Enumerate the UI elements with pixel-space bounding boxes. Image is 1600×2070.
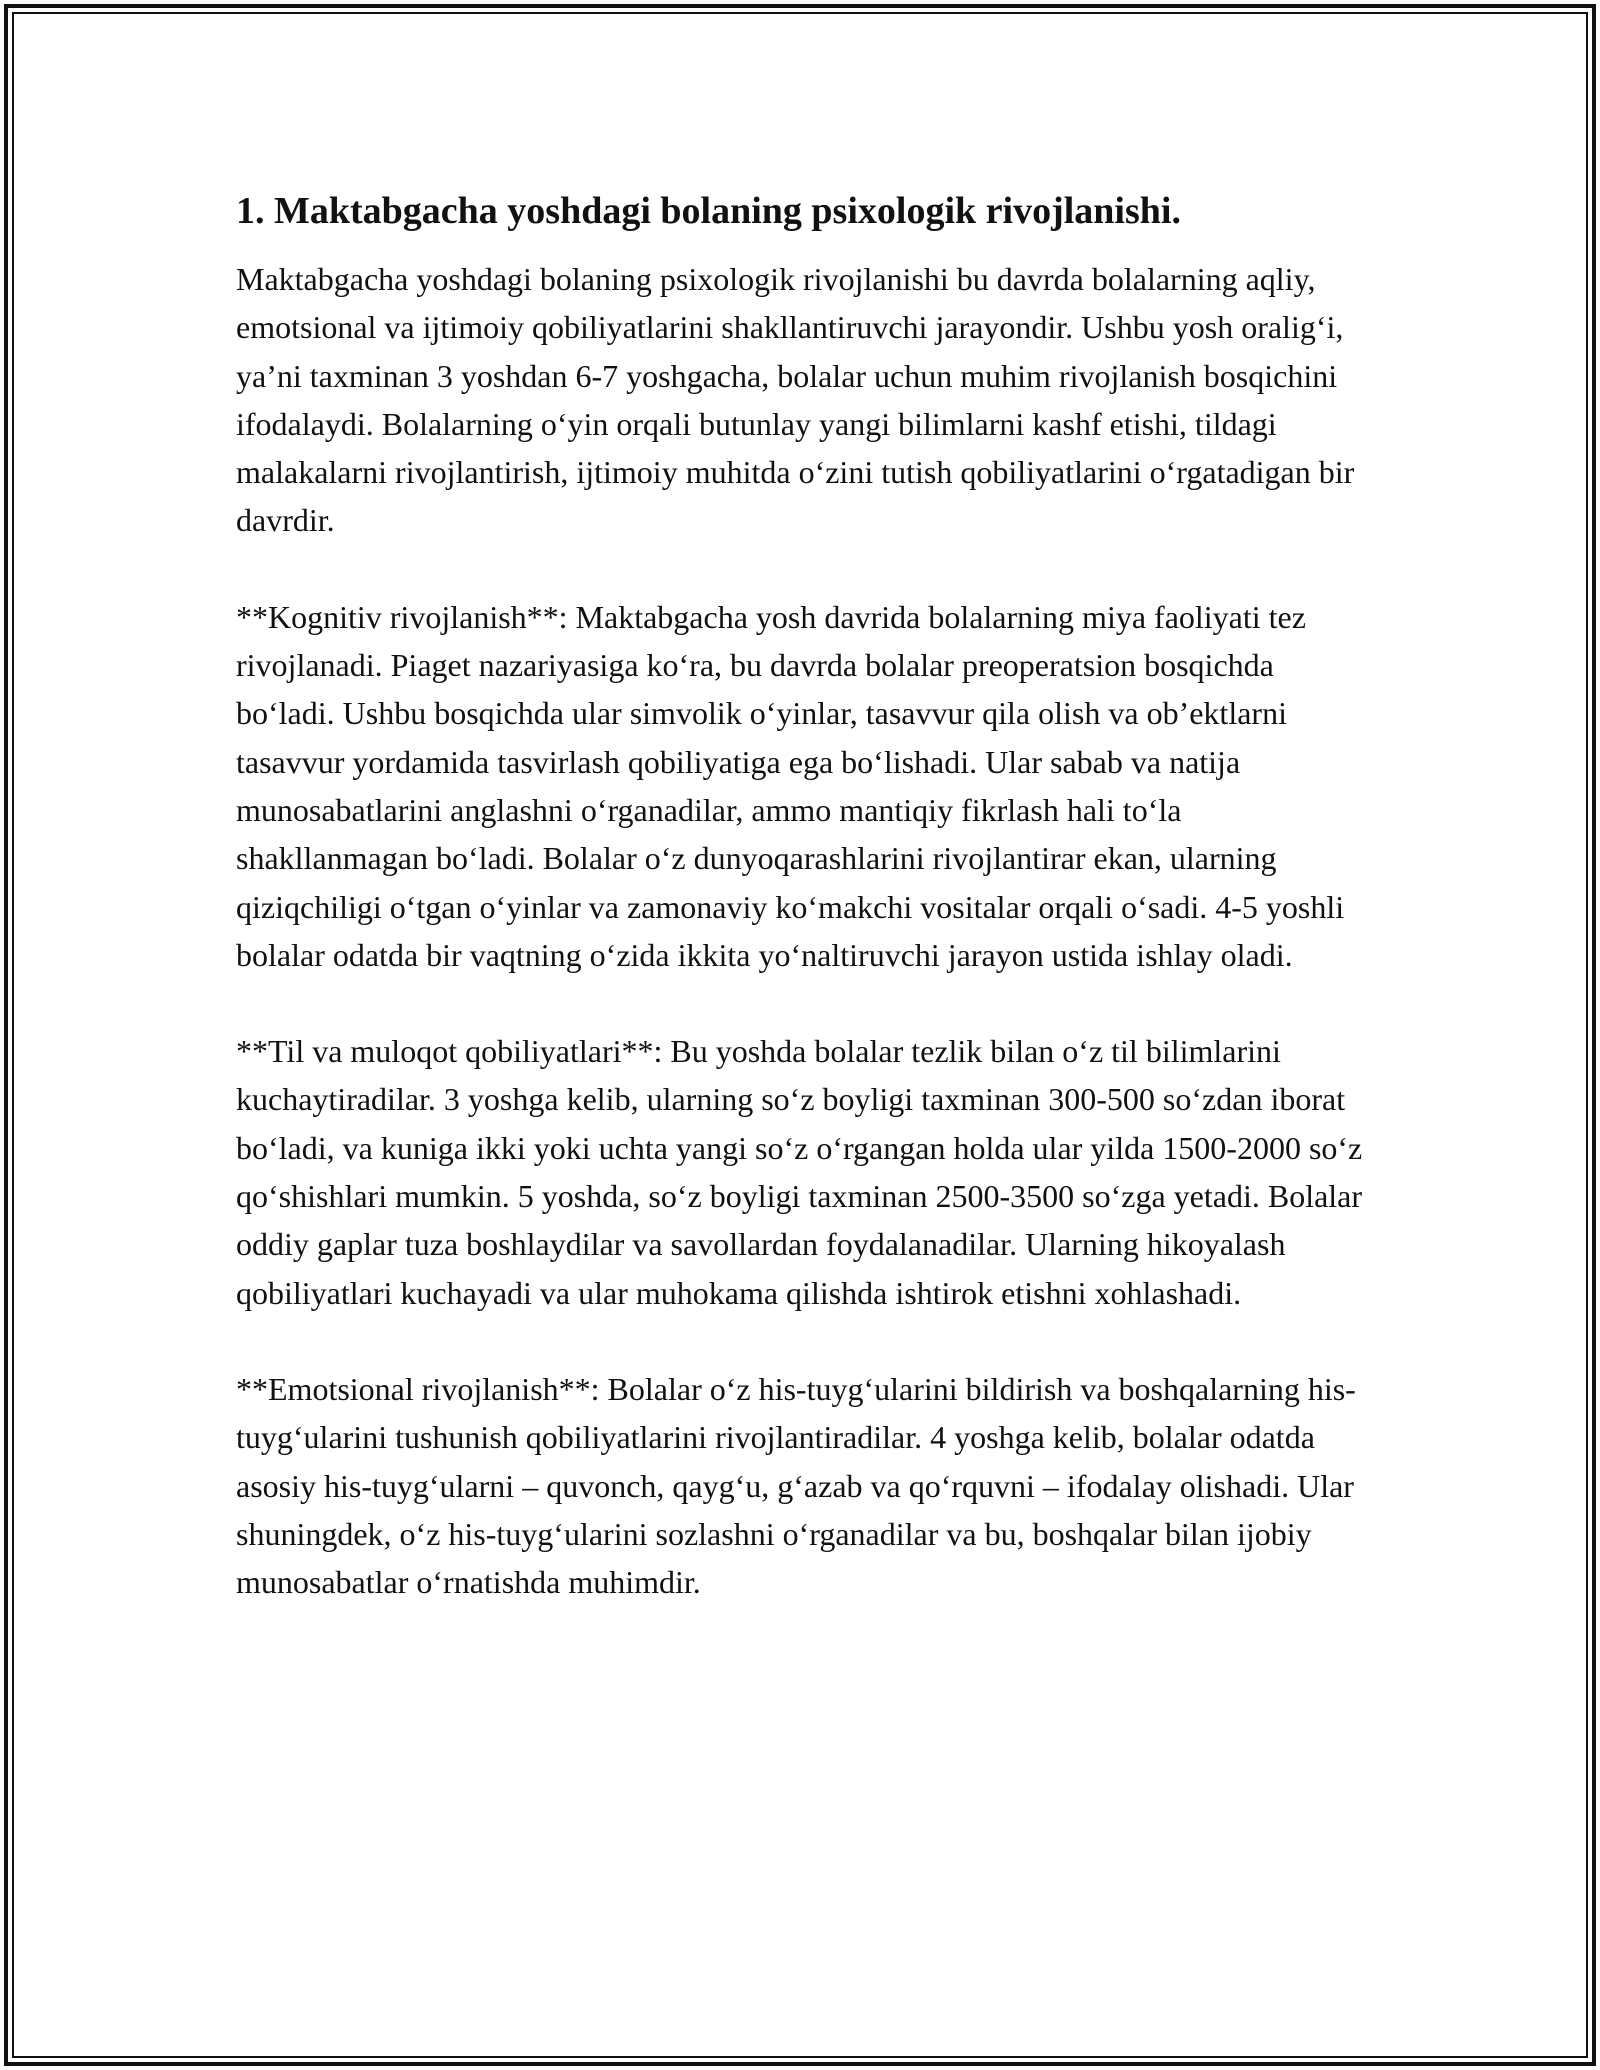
cognitive-development-paragraph: **Kognitiv rivojlanish**: Maktabgacha yosh davrida bolalarning miya faoliyati tez rivojlanadi. Piaget nazariyasiga ko‘ra, bu davrda bolalar preoperatsion bosqichda bo‘ladi. Ushbu bosqichda ular simvolik o‘yinlar, tasavvur qila olish va ob’ektlarni tasavvur yordamida tasvirlash qobiliyatiga ega bo‘lishadi. Ular sabab va natija munosabatlarini anglashni o‘rganadilar, ammo mantiqiy fikrlash hali to‘la shakllanmagan bo‘ladi. Bolalar o‘z dunyoqarashlarini rivojlantirar ekan, ularning qiziqchiligi o‘tgan o‘yinlar va zamonaviy ko‘makchi vositalar orqali o‘sadi. 4-5 yoshli bolalar odatda bir vaqtning o‘zida ikkita yo‘naltiruvchi jarayon ustida ishlay oladi. bbox=[236, 598, 1345, 973]
section-heading: 1. Maktabgacha yoshdagi bolaning psixologik rivojlanishi. bbox=[236, 190, 1181, 232]
emotional-development-paragraph: **Emotsional rivojlanish**: Bolalar o‘z his-tuyg‘ularini bildirish va boshqalarning his-tuyg‘ularini tushunish qobiliyatlarini rivojlantiradilar. 4 yoshga kelib, bolalar odatda asosiy his-tuyg‘ularni – quvonch, qayg‘u, g‘azab va qo‘rquvni – ifodalay olishadi. Ular shuningdek, o‘z his-tuyg‘ularini sozlashni o‘rganadilar va bu, boshqalar bilan ijobiy munosabatlar o‘rnatishda muhimdir. bbox=[236, 1370, 1356, 1601]
document-body bbox=[236, 185, 1376, 1654]
intro-paragraph: Maktabgacha yoshdagi bolaning psixologik rivojlanishi bu davrda bolalarning aqliy, emotsional va ijtimoiy qobiliyatlarini shakllantiruvchi jarayondir. Ushbu yosh oralig‘i, ya’ni taxminan 3 yoshdan 6-7 yoshgacha, bolalar uchun muhim rivojlanish bosqichini ifodalaydi. Bolalarning o‘yin orqali butunlay yangi bilimlarni kashf etishi, tildagi malakalarni rivojlantirish, ijtimoiy muhitda o‘zini tutish qobiliyatlarini o‘rgatadigan bir davrdir. bbox=[236, 261, 1355, 539]
language-skills-paragraph: **Til va muloqot qobiliyatlari**: Bu yoshda bolalar tezlik bilan o‘z til bilimlarini kuchaytiradilar. 3 yoshga kelib, ularning so‘z boyligi taxminan 300-500 so‘zdan iborat bo‘ladi, va kuniga ikki yoki uchta yangi so‘z o‘rgangan holda ular yilda 1500-2000 so‘z qo‘shishlari mumkin. 5 yoshda, so‘z boyligi taxminan 2500-3500 so‘zga yetadi. Bolalar oddiy gaplar tuza boshlaydilar va savollardan foydalanadilar. Ularning hikoyalash qobiliyatlari kuchayadi va ular muhokama qilishda ishtirok etishni xohlashadi. bbox=[236, 1033, 1363, 1311]
